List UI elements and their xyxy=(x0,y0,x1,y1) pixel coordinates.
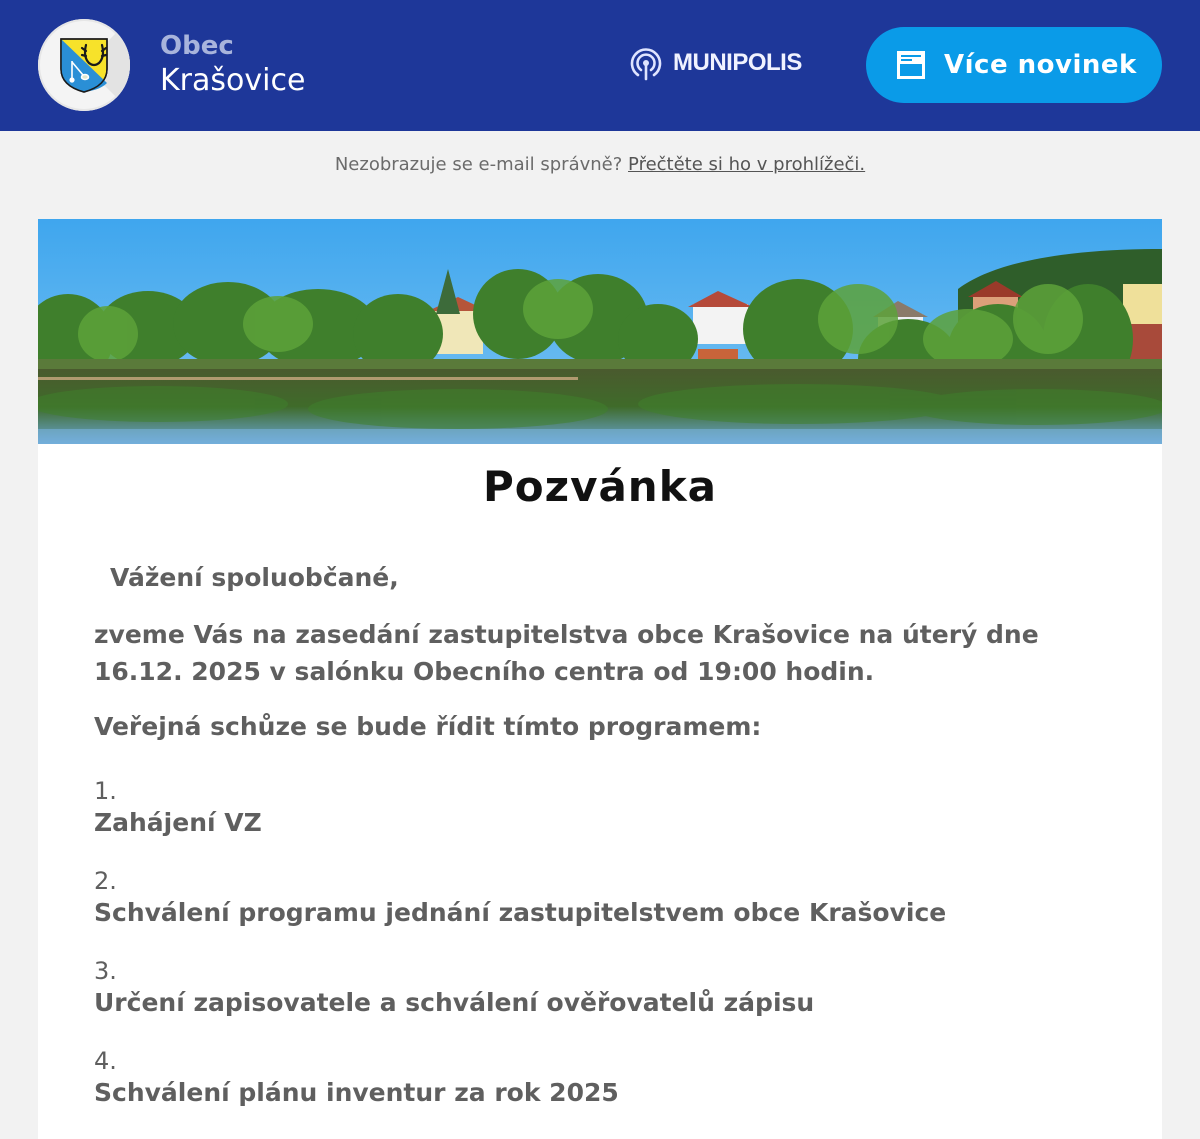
newspaper-icon xyxy=(896,50,926,80)
agenda-item-number: 3. xyxy=(94,957,117,985)
email-header xyxy=(0,0,1200,131)
municipality-name xyxy=(160,30,305,100)
agenda-item-text: Určení zapisovatele a schválení ověřovatelů zápisu xyxy=(94,988,815,1017)
article-card xyxy=(38,219,1162,1139)
view-in-browser-notice xyxy=(0,153,1200,177)
agenda-item xyxy=(94,865,1106,929)
article-title: Pozvánka xyxy=(483,462,717,511)
munipolis-logo[interactable] xyxy=(627,44,802,82)
broadcast-icon xyxy=(627,44,665,82)
program-heading: Veřejná schůze se bude řídit tímto programem: xyxy=(94,712,762,741)
brand-line-name: Krašovice xyxy=(160,63,306,98)
agenda-item-number: 4. xyxy=(94,1047,117,1075)
more-news-button[interactable] xyxy=(866,27,1162,103)
agenda-item xyxy=(94,955,1106,1019)
brand-line-obec: Obec xyxy=(160,31,234,61)
more-news-label: Více novinek xyxy=(944,50,1137,80)
agenda-item xyxy=(94,1045,1106,1109)
agenda-item-number: 1. xyxy=(94,777,117,805)
coat-of-arms-icon xyxy=(59,37,109,93)
agenda-item-number: 2. xyxy=(94,867,117,895)
municipality-logo[interactable] xyxy=(38,19,130,111)
view-in-browser-link[interactable]: Přečtěte si ho v prohlížeči. xyxy=(628,154,866,175)
agenda-item-text: Zahájení VZ xyxy=(94,808,262,837)
lake-landscape-image xyxy=(38,219,1162,444)
agenda-list xyxy=(94,775,1106,1109)
munipolis-label: MUNIPOLIS xyxy=(673,49,802,76)
greeting: Vážení spoluobčané, xyxy=(110,563,399,592)
agenda-item-text: Schválení programu jednání zastupitelstvem obce Krašovice xyxy=(94,898,947,927)
agenda-item-text: Schválení plánu inventur za rok 2025 xyxy=(94,1078,619,1107)
article-body xyxy=(38,560,1162,1109)
agenda-item xyxy=(94,775,1106,839)
intro-paragraph: zveme Vás na zasedání zastupitelstva obce Krašovice na úterý dne 16.12. 2025 v salónku Obecního centra od 19:00 hodin. xyxy=(94,620,1039,686)
hero-image xyxy=(38,219,1162,444)
preheader-text: Nezobrazuje se e-mail správně? xyxy=(334,154,623,175)
